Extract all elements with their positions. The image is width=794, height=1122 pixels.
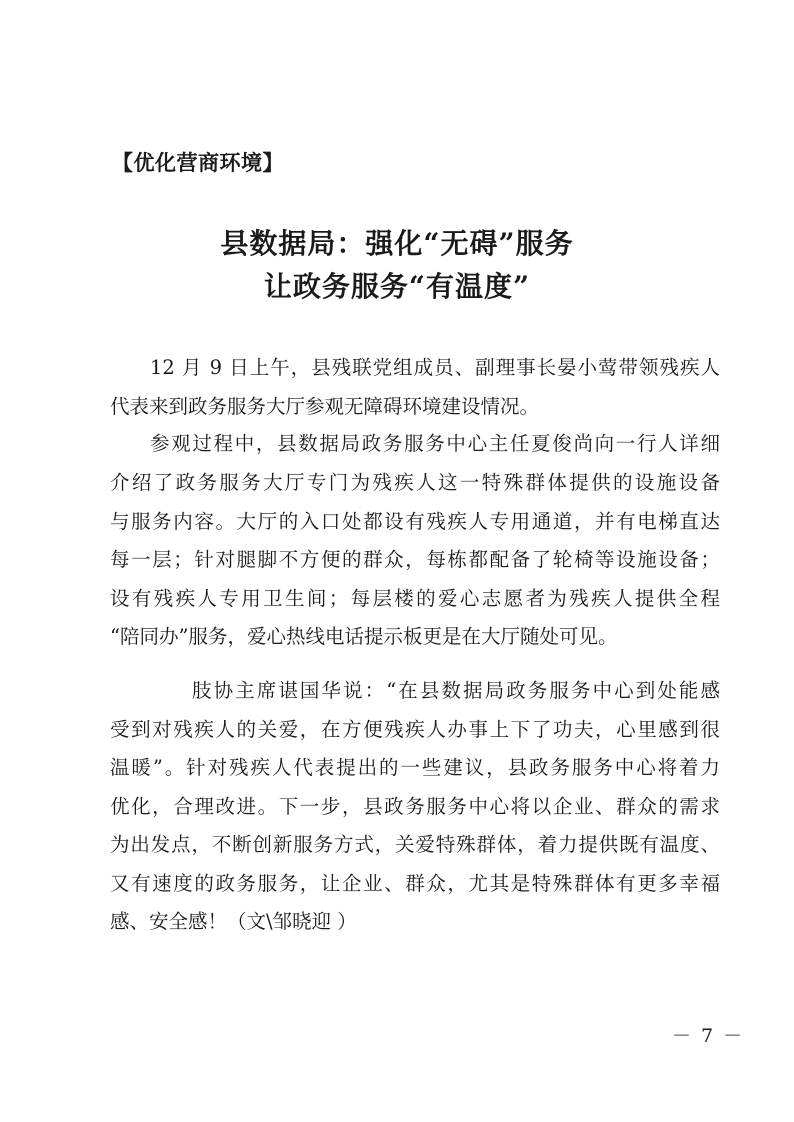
body-line: 每一层；针对腿脚不方便的群众，每栋都配备了轮椅等设施设备； [110, 548, 720, 571]
article-title-line-1: 县数据局：强化“无碍”服务 [220, 227, 574, 260]
body-line: 受到对残疾人的关爱，在方便残疾人办事上下了功夫，心里感到很 [110, 718, 720, 741]
body-line: 介绍了政务服务大厅专门为残疾人这一特殊群体提供的设施设备 [110, 471, 720, 494]
body-line: 与服务内容。大厅的入口处都设有残疾人专用通道，并有电梯直达 [110, 510, 720, 533]
body-line: 设有残疾人专用卫生间；每层楼的爱心志愿者为残疾人提供全程 [110, 587, 720, 610]
body-line: 12 月 9 日上午，县残联党组成员、副理事长晏小莺带领残疾人 [150, 356, 720, 379]
body-line: 肢协主席谌国华说：“在县数据局政务服务中心到处能感 [192, 679, 720, 702]
body-line: “陪同办”服务，爱心热线电话提示板更是在大厅随处可见。 [110, 625, 618, 648]
body-line: 代表来到政务服务大厅参观无障碍环境建设情况。 [110, 395, 540, 418]
body-line: 温暖”。针对残疾人代表提出的一些建议，县政务服务中心将着力 [110, 756, 720, 779]
body-line: 感、安全感！（文\邹晓迎 ） [110, 910, 357, 933]
page-number: － 7 － [672, 1025, 745, 1047]
body-line: 参观过程中，县数据局政务服务中心主任夏俊尚向一行人详细 [150, 432, 720, 455]
body-line: 为出发点，不断创新服务方式，关爱特殊群体，着力提供既有温度、 [110, 833, 720, 856]
body-line: 又有速度的政务服务，让企业、群众，尤其是特殊群体有更多幸福 [110, 872, 720, 895]
body-line: 优化，合理改进。下一步，县政务服务中心将以企业、群众的需求 [110, 795, 720, 818]
article-title-line-2: 让政务服务“有温度” [263, 270, 531, 303]
section-tag: 【优化营商环境】 [112, 151, 284, 175]
